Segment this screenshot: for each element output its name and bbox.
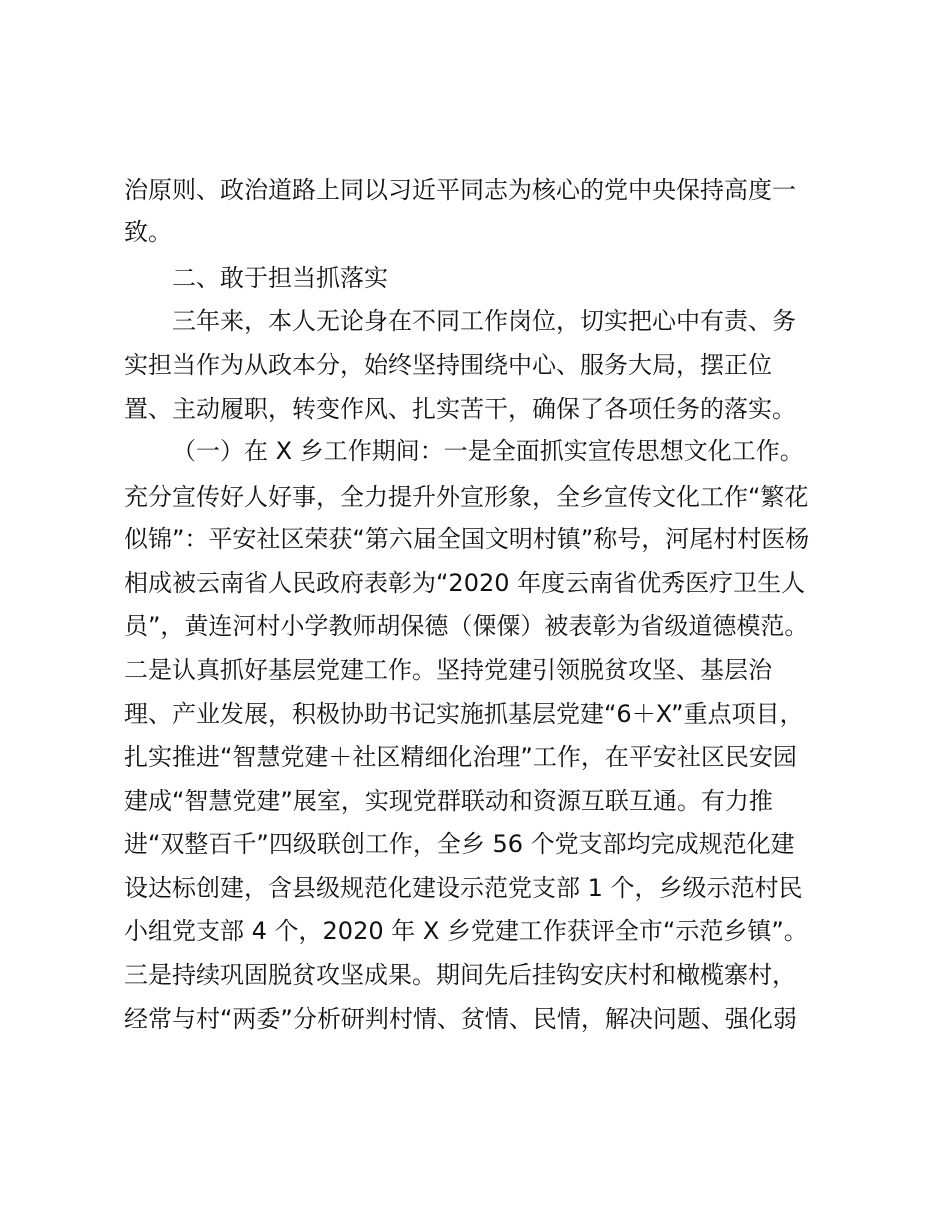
text-line: 致。 <box>124 218 172 246</box>
text-line: 三是持续巩固脱贫攻坚成果。期间先后挂钩安庆村和橄榄寨村， <box>124 961 796 989</box>
text-line: 置、主动履职，转变作风、扎实苦干，确保了各项任务的落实。 <box>124 395 796 423</box>
text-line: 员”，黄连河村小学教师胡保德（傈僳）被表彰为省级道德模范。 <box>124 612 809 640</box>
text-line: 进“双整百千”四级联创工作，全乡 56 个党支部均完成规范化建 <box>124 830 795 858</box>
text-line: 治原则、政治道路上同以习近平同志为核心的党中央保持高度一 <box>124 176 796 204</box>
text-line: 扎实推进“智慧党建＋社区精细化治理”工作，在平安社区民安园 <box>124 743 797 771</box>
text-line: 实担当作为从政本分，始终坚持围绕中心、服务大局，摆正位 <box>124 351 772 379</box>
text-line: 建成“智慧党建”展室，实现党群联动和资源互联互通。有力推 <box>124 787 773 815</box>
text-line: 理、产业发展，积极协助书记实施抓基层党建“6＋X”重点项目， <box>124 700 804 728</box>
text-line: 二是认真抓好基层党建工作。坚持党建引领脱贫攻坚、基层治 <box>124 656 772 684</box>
text-line: 经常与村“两委”分析研判村情、贫情、民情，解决问题、强化弱 <box>124 1005 797 1033</box>
text-line: 相成被云南省人民政府表彰为“2020 年度云南省优秀医疗卫生人 <box>124 569 806 597</box>
text-line: 充分宣传好人好事，全力提升外宣形象，全乡宣传文化工作“繁花 <box>124 483 809 511</box>
section-heading: 二、敢于担当抓落实 <box>172 264 388 292</box>
text-line: 小组党支部 4 个，2020 年 X 乡党建工作获评全市“示范乡镇”。 <box>124 917 808 945</box>
text-line: 三年来，本人无论身在不同工作岗位，切实把心中有责、务 <box>172 307 796 335</box>
text-line: 似锦”：平安社区荣获“第六届全国文明村镇”称号，河尾村村医杨 <box>124 525 810 553</box>
text-line: 设达标创建，含县级规范化建设示范党支部 1 个，乡级示范村民 <box>124 874 803 902</box>
subsection-line: （一）在 X 乡工作期间：一是全面抓实宣传思想文化工作。 <box>172 437 804 465</box>
